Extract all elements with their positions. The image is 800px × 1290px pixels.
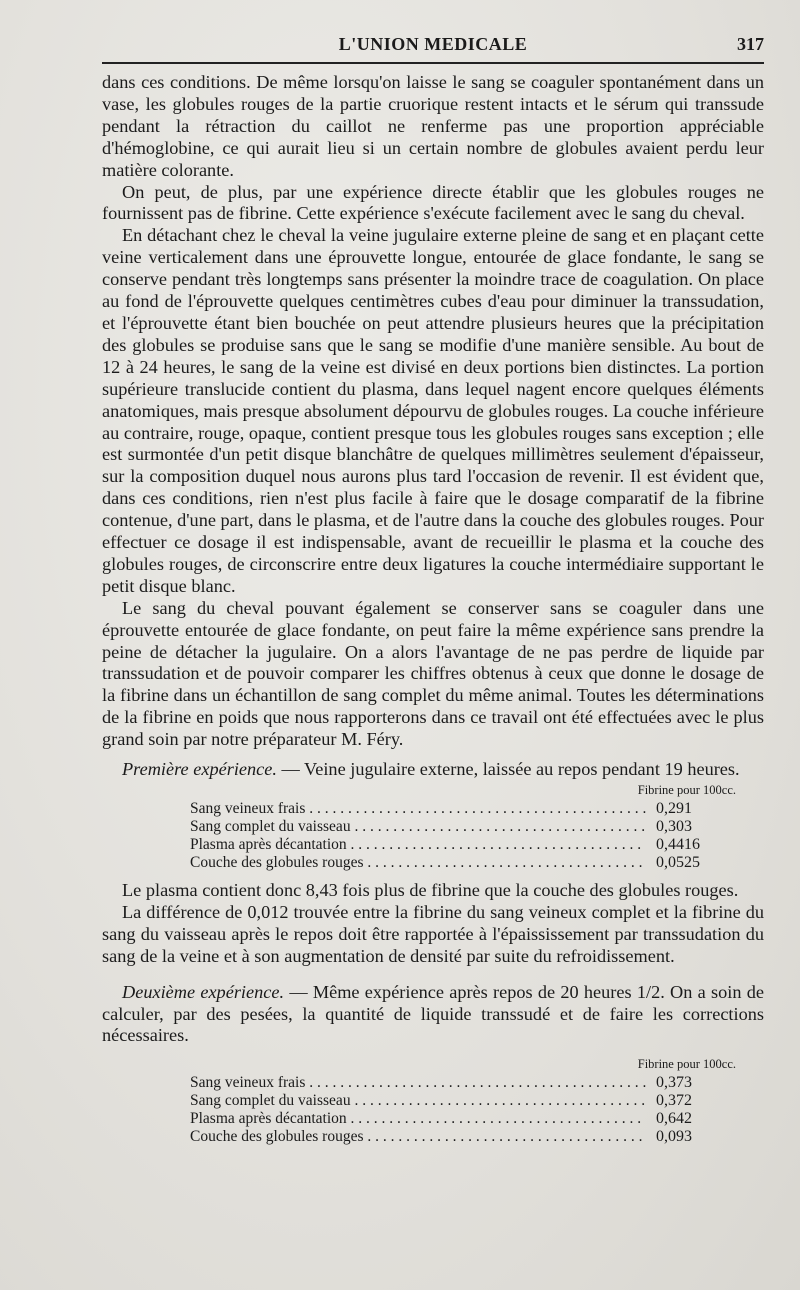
- table-row: [190, 836, 740, 854]
- row-label: Sang veineux frais . . .: [190, 800, 646, 818]
- row-label: Sang veineux frais . . .: [190, 1074, 646, 1092]
- row-label: Sang complet du vaisseau . . .: [190, 818, 646, 836]
- row-value: 0,4416: [656, 836, 700, 853]
- row-label: Plasma après décantation . . .: [190, 1110, 646, 1128]
- paragraph: La différence de 0,012 trouvée entre la fibrine du sang veineux complet et la fibrine du sang du vaisseau après le repos doit être rapportée à l'épaississement par transsudation du sang de la veine et à son augmentation de densité par suite du refroidissement.: [102, 901, 764, 966]
- table-row: [190, 1128, 740, 1146]
- paragraph: dans ces conditions. De même lorsqu'on laisse le sang se coaguler spontanément dans un vase, les globules rouges de la partie cruorique restent intacts et le sérum qui transsude pendant la rétraction du caillot ne renferme pas une proportion appréciable d'hémoglobine, ce qui aurait lieu si un certain nombre de globules avaient perdu leur matière colorante.: [102, 72, 764, 180]
- row-value: 0,303: [656, 818, 692, 835]
- page-number: 317: [737, 34, 764, 54]
- table-row: [190, 854, 740, 872]
- table-row: [190, 1074, 740, 1092]
- row-label: Plasma après décantation . . .: [190, 836, 646, 854]
- body-text: [102, 72, 764, 781]
- table-row: [190, 1092, 740, 1110]
- experiment-2-table: [190, 1055, 740, 1146]
- experiment-1-text: — Veine jugulaire externe, laissée au repos pendant 19 heures.: [276, 759, 740, 780]
- experiment-1-table: [190, 781, 740, 872]
- table-unit-header: Fibrine pour 100cc.: [637, 783, 736, 797]
- paragraph: Le plasma contient donc 8,43 fois plus de fibrine que la couche des globules rouges.: [122, 880, 739, 900]
- experiment-2-text: — Même expérience après repos de 20 heures 1/2. On a soin de calculer, par des pesées, la quantité de liquide transsudé et de faire les corrections nécessaires.: [102, 981, 764, 1046]
- row-label: Couche des globules rouges . . .: [190, 854, 646, 872]
- row-label: Sang complet du vaisseau . . .: [190, 1092, 646, 1110]
- row-value: 0,0525: [656, 854, 700, 871]
- table-row: [190, 818, 740, 836]
- page-header: [102, 34, 764, 64]
- table-row: [190, 1110, 740, 1128]
- experiment-2-heading: [102, 982, 764, 1048]
- table-unit-header: Fibrine pour 100cc.: [637, 1057, 736, 1072]
- row-value: 0,093: [656, 1128, 692, 1146]
- experiment-1-heading: [102, 759, 764, 781]
- row-value: 0,291: [656, 800, 692, 817]
- paragraph: Le sang du cheval pouvant également se conserver sans se coaguler dans une éprouvette entourée de glace fondante, on peut faire la même expérience sans prendre la peine de détacher la jugulaire. On a alors l'avantage de ne pas perdre de liquide par transsudation et de pouvoir comparer les chiffres obtenus à ceux que donne le dosage de la fibrine dans un échantillon de sang complet du même animal. Toutes les déterminations de la fibrine en poids que nous rapporterons dans ce travail ont été effectuées avec le plus grand soin par notre préparateur M. Féry.: [102, 597, 764, 750]
- row-label: Couche des globules rouges . . .: [190, 1128, 646, 1146]
- experiment-1-title: Première expérience.: [122, 759, 277, 780]
- row-value: 0,372: [656, 1092, 692, 1110]
- row-value: 0,373: [656, 1074, 692, 1092]
- body-text: [102, 880, 764, 1047]
- paragraph: On peut, de plus, par une expérience directe établir que les globules rouges ne fournissent pas de fibrine. Cette expérience s'exécute facilement avec le sang du cheval.: [102, 181, 764, 224]
- running-title: L'UNION MEDICALE: [338, 34, 528, 54]
- paragraph: En détachant chez le cheval la veine jugulaire externe pleine de sang et en plaçant cette veine verticalement dans une éprouvette longue, entourée de glace fondante, le sang se conserve pendant très longtemps sans présenter la moindre trace de coagulation. On place au fond de l'éprouvette quelques centimètres cubes d'eau pour diminuer la transsudation, et l'éprouvette étant bien bouchée on peut attendre plusieurs heures que la précipitation des globules se produise sans que le sang se modifie d'une manière sensible. Au bout de 12 à 24 heures, le sang de la veine est divisé en deux portions bien distinctes. La portion supérieure translucide contient du plasma, dans lequel nagent encore quelques éléments anatomiques, mais presque absolument dépourvu de globules rouges. La couche inférieure au contraire, rouge, opaque, contient presque tous les globules rouges sans exception ; elle est surmontée d'un petit disque blanchâtre de quelques millimètres seulement d'épaisseur, sur la composition duquel nous aurons plus tard l'occasion de revenir. Il est évident que, dans ces conditions, rien n'est plus facile à faire que le dosage comparatif de la fibrine contenue, d'une part, dans le plasma, et de l'autre dans la couche des globules rouges. Pour effectuer ce dosage il est indispensable, avant de recueillir le plasma et la couche des globules rouges, de circonscrire entre deux ligatures la couche intermédiaire supportant le petit disque blanc.: [102, 225, 764, 596]
- row-value: 0,642: [656, 1110, 692, 1128]
- table-row: [190, 800, 740, 818]
- experiment-2-title: Deuxième expérience.: [122, 981, 285, 1002]
